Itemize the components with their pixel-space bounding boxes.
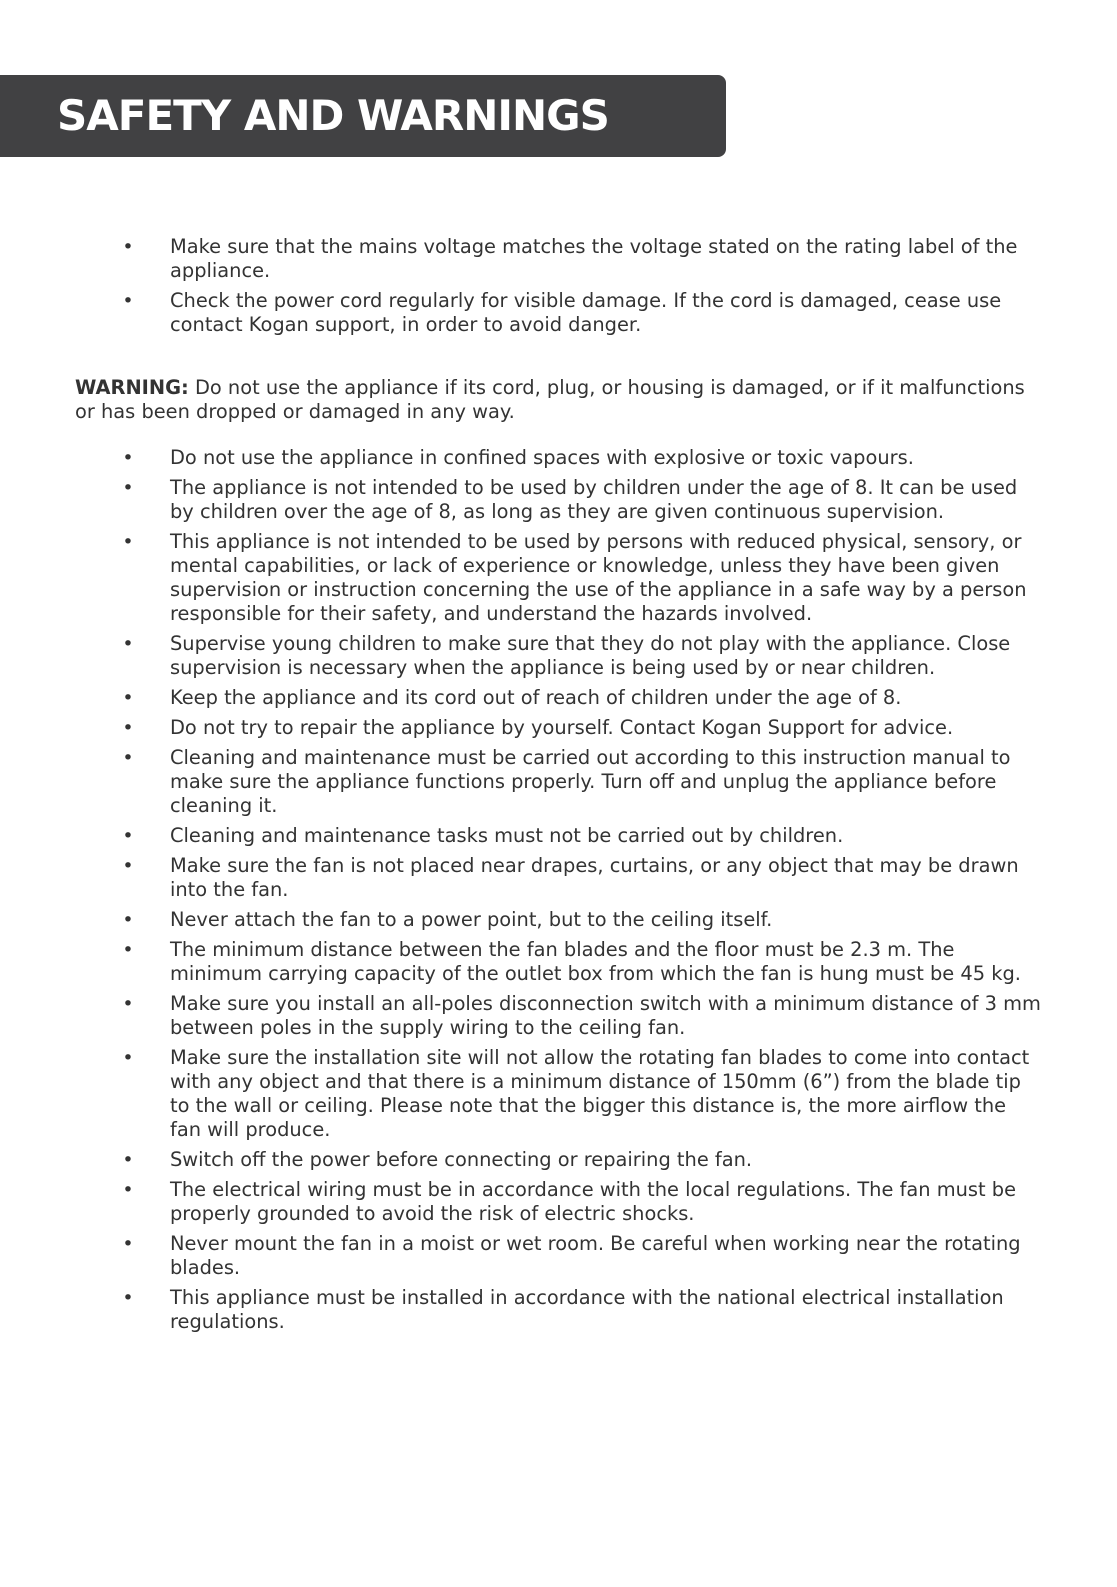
bullet-item	[122, 1046, 1042, 1142]
bullet-text: Do not use the appliance in confined spaces with explosive or toxic vapours.	[170, 446, 914, 469]
bullet-icon: •	[122, 939, 134, 961]
section-header-bar	[0, 75, 726, 157]
bullet-icon: •	[122, 717, 134, 739]
bullet-icon: •	[122, 1287, 134, 1309]
bullet-text: Cleaning and maintenance must be carried out according to this instruction manual to make sure the appliance functions properly. Turn off and unplug the appliance before cleaning it.	[170, 746, 1011, 817]
bullet-text: Make sure that the mains voltage matches the voltage stated on the rating label of the appliance.	[170, 235, 1018, 282]
bullet-icon: •	[122, 633, 134, 655]
page-title: SAFETY AND WARNINGS	[57, 91, 609, 140]
bullet-icon: •	[122, 825, 134, 847]
bullet-text: Switch off the power before connecting or repairing the fan.	[170, 1148, 753, 1171]
bullet-item	[122, 289, 1042, 337]
bullet-icon: •	[122, 477, 134, 499]
bullet-item	[122, 686, 1042, 710]
bullet-item	[122, 824, 1042, 848]
bullet-text: Never attach the fan to a power point, but to the ceiling itself.	[170, 908, 773, 931]
bullet-item	[122, 746, 1042, 818]
bullet-text: The electrical wiring must be in accordance with the local regulations. The fan must be properly grounded to avoid the risk of electric shocks.	[170, 1178, 1017, 1225]
bullet-icon: •	[122, 993, 134, 1015]
bullet-icon: •	[122, 1179, 134, 1201]
bullet-item	[122, 1178, 1042, 1226]
bullet-text: Make sure the fan is not placed near drapes, curtains, or any object that may be drawn into the fan.	[170, 854, 1019, 901]
warning-text: Do not use the appliance if its cord, plug, or housing is damaged, or if it malfunctions or has been dropped or damaged in any way.	[75, 376, 1025, 423]
bullet-item	[122, 446, 1042, 470]
bullet-icon: •	[122, 1149, 134, 1171]
bullet-text: The appliance is not intended to be used by children under the age of 8. It can be used by children over the age of 8, as long as they are given continuous supervision.	[170, 476, 1018, 523]
bullet-text: Never mount the fan in a moist or wet room. Be careful when working near the rotating blades.	[170, 1232, 1021, 1279]
bullet-text: Keep the appliance and its cord out of reach of children under the age of 8.	[170, 686, 902, 709]
bullet-item	[122, 1286, 1042, 1334]
bullet-icon: •	[122, 290, 134, 312]
bullet-item	[122, 530, 1042, 626]
bullet-icon: •	[122, 1047, 134, 1069]
bullet-item	[122, 476, 1042, 524]
bullet-icon: •	[122, 531, 134, 553]
safety-bullet-list	[122, 446, 1042, 1340]
bullet-item	[122, 1148, 1042, 1172]
bullet-icon: •	[122, 1233, 134, 1255]
bullet-text: The minimum distance between the fan blades and the floor must be 2.3 m. The minimum carrying capacity of the outlet box from which the fan is hung must be 45 kg.	[170, 938, 1021, 985]
bullet-icon: •	[122, 747, 134, 769]
bullet-item	[122, 716, 1042, 740]
bullet-item	[122, 1232, 1042, 1280]
bullet-icon: •	[122, 447, 134, 469]
bullet-item	[122, 632, 1042, 680]
bullet-icon: •	[122, 687, 134, 709]
bullet-text: Cleaning and maintenance tasks must not be carried out by children.	[170, 824, 844, 847]
bullet-text: This appliance must be installed in accordance with the national electrical installation regulations.	[170, 1286, 1004, 1333]
bullet-icon: •	[122, 236, 134, 258]
bullet-text: Do not try to repair the appliance by yourself. Contact Kogan Support for advice.	[170, 716, 954, 739]
bullet-item	[122, 908, 1042, 932]
intro-bullet-list	[122, 235, 1042, 343]
bullet-text: This appliance is not intended to be used by persons with reduced physical, sensory, or mental capabilities, or lack of experience or knowledge, unless they have been given supervision or instruction concerning the use of the appliance in a safe way by a person responsible for their safety, and understand the hazards involved.	[170, 530, 1027, 625]
bullet-icon: •	[122, 855, 134, 877]
bullet-item	[122, 992, 1042, 1040]
bullet-item	[122, 938, 1042, 986]
bullet-item	[122, 854, 1042, 902]
bullet-text: Check the power cord regularly for visible damage. If the cord is damaged, cease use contact Kogan support, in order to avoid danger.	[170, 289, 1002, 336]
bullet-icon: •	[122, 909, 134, 931]
warning-label: WARNING:	[75, 376, 189, 399]
bullet-text: Make sure the installation site will not allow the rotating fan blades to come into contact with any object and that there is a minimum distance of 150mm (6”) from the blade tip to the wall or ceiling. Please note that the bigger this distance is, the more airflow the fan will produce.	[170, 1046, 1030, 1141]
bullet-text: Supervise young children to make sure that they do not play with the appliance. Close supervision is necessary when the appliance is being used by or near children.	[170, 632, 1011, 679]
bullet-item	[122, 235, 1042, 283]
bullet-text: Make sure you install an all-poles disconnection switch with a minimum distance of 3 mm between poles in the supply wiring to the ceiling fan.	[170, 992, 1041, 1039]
warning-paragraph	[75, 376, 1035, 424]
